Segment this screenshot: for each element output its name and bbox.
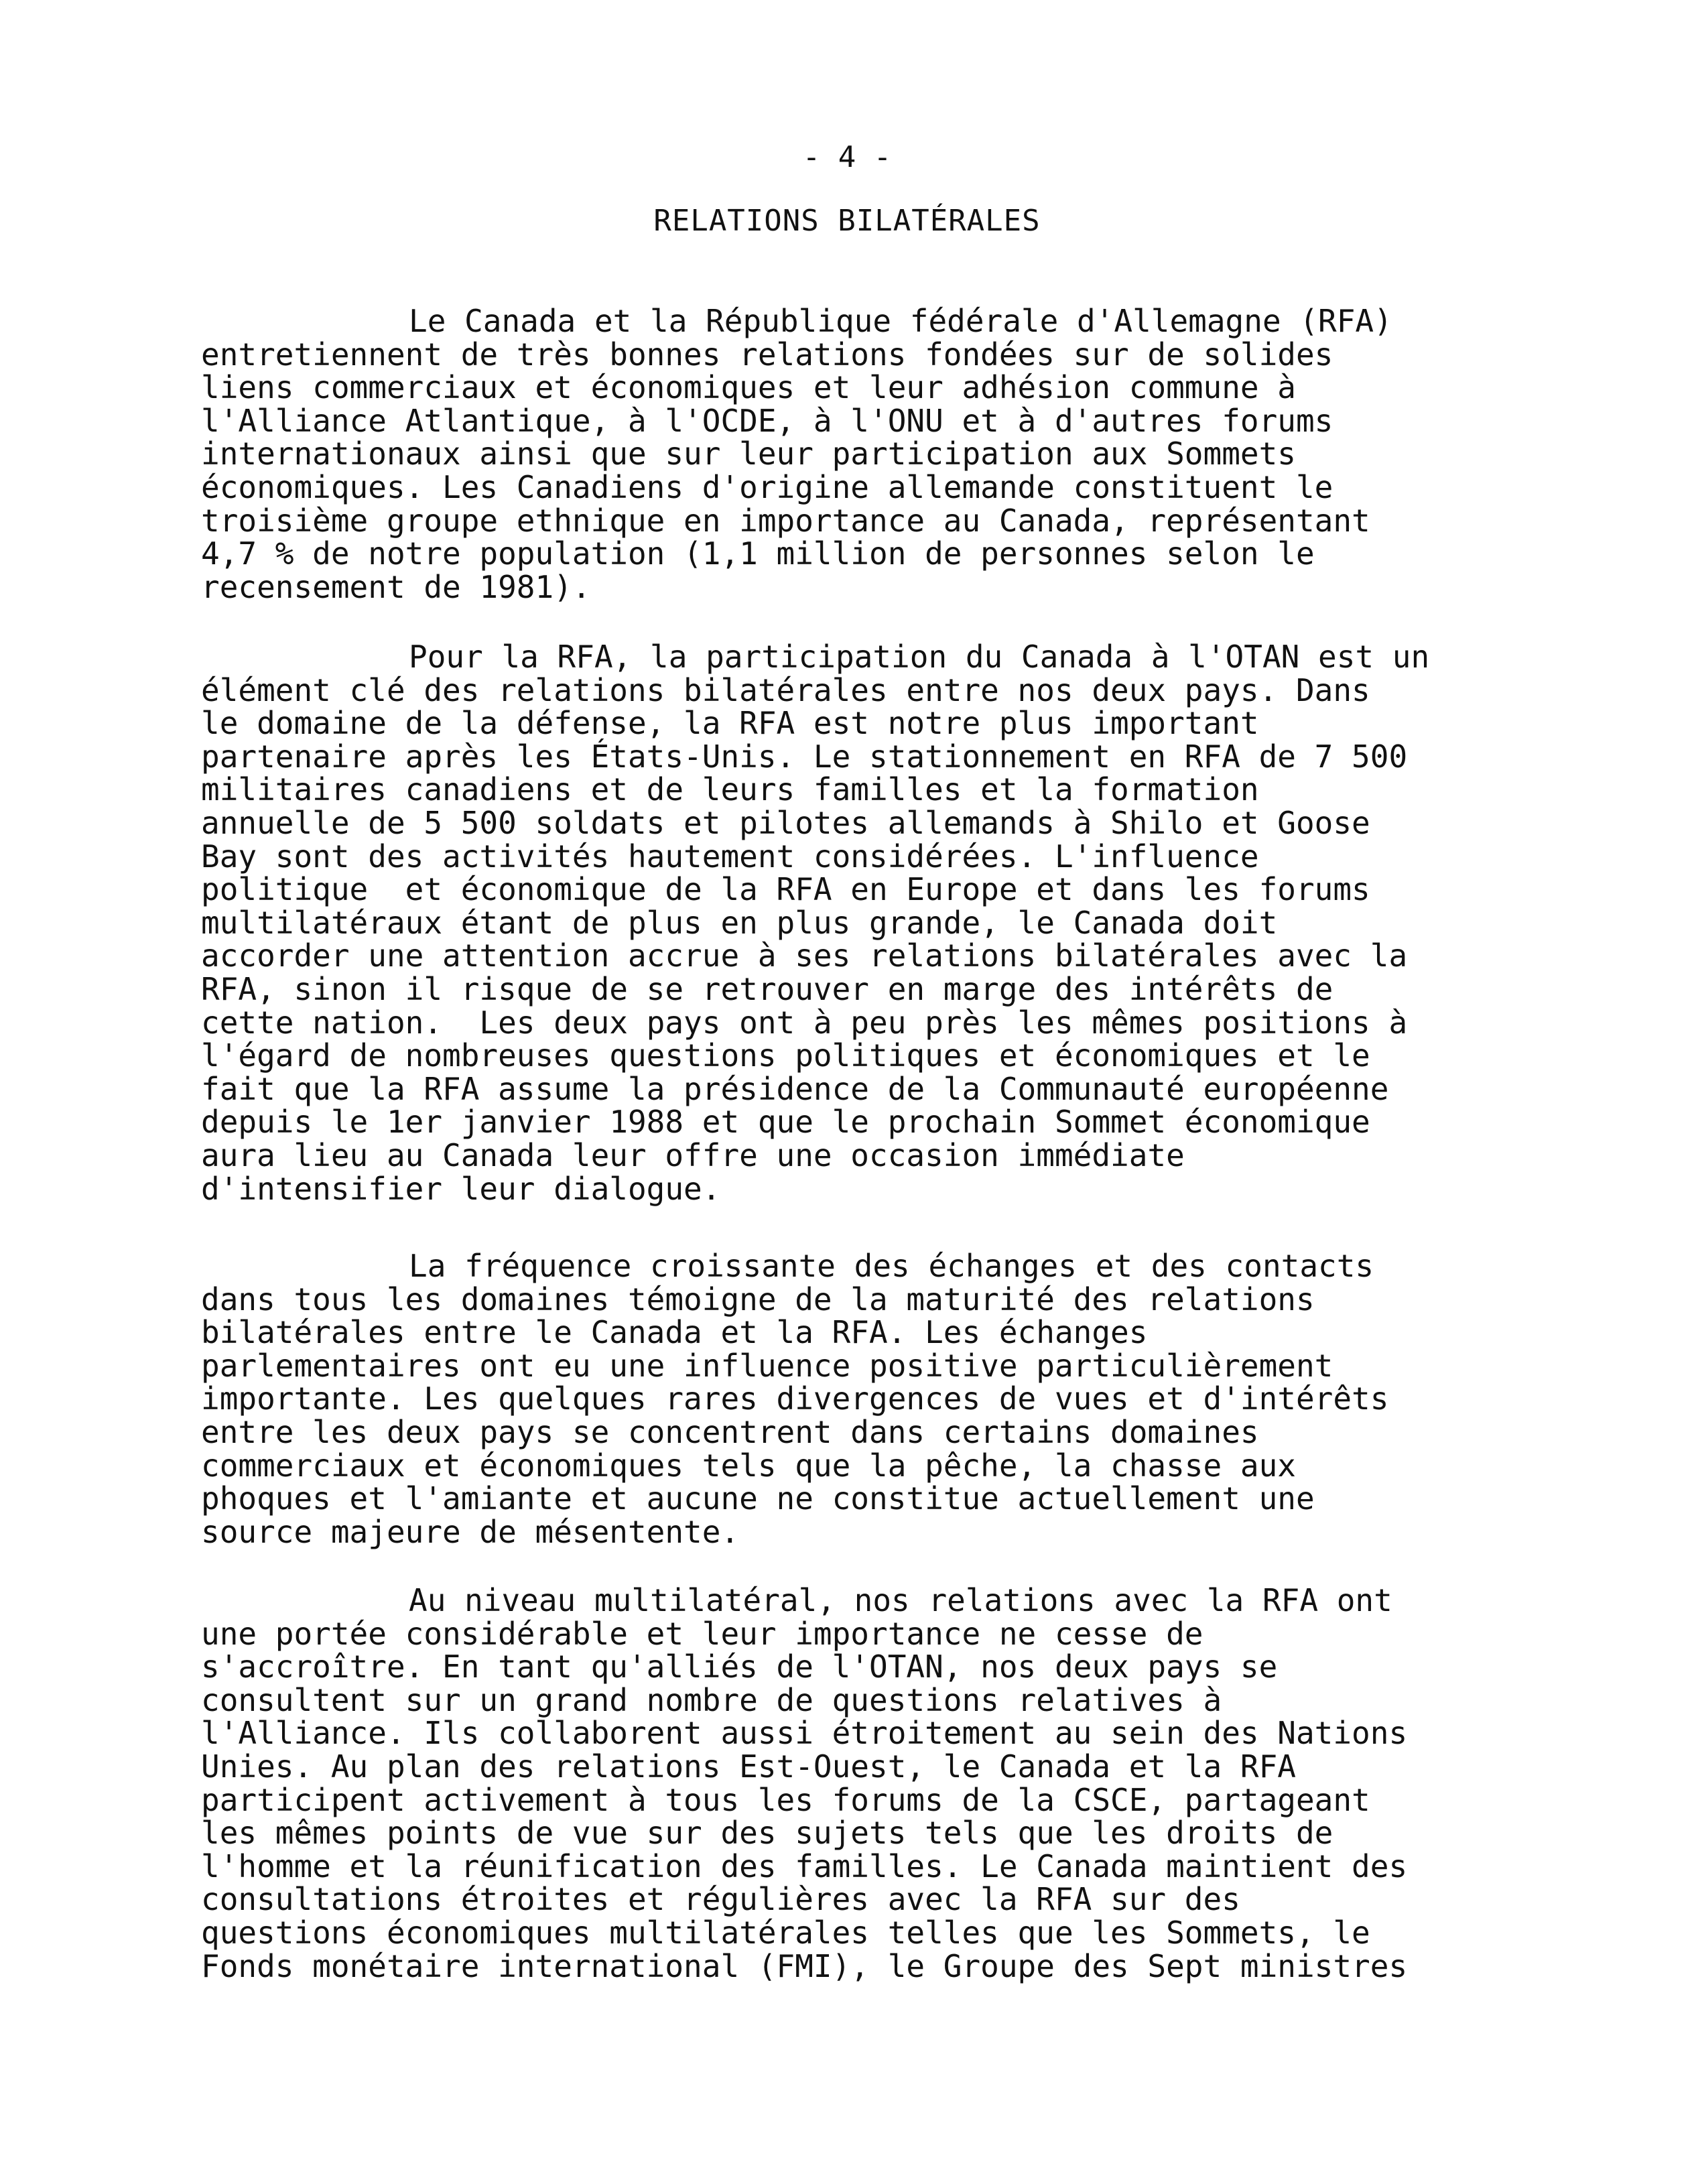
paragraph-line: entre les deux pays se concentrent dans certains domaines [201, 1413, 1259, 1450]
paragraph-line: depuis le 1er janvier 1988 et que le prochain Sommet économique [201, 1104, 1370, 1141]
paragraph-line: entretiennent de très bonnes relations fondées sur de solides [201, 336, 1333, 373]
paragraph-line: recensement de 1981). [201, 568, 591, 605]
paragraph-line: partenaire après les États-Unis. Le stationnement en RFA de 7 500 [201, 738, 1408, 775]
paragraph-line: cette nation. Les deux pays ont à peu près les mêmes positions à [201, 1004, 1408, 1041]
paragraph-line: économiques. Les Canadiens d'origine allemande constituent le [201, 468, 1333, 505]
paragraph-line: La fréquence croissante des échanges et des contacts [409, 1248, 1374, 1284]
paragraph-line: internationaux ainsi que sur leur participation aux Sommets [201, 436, 1296, 472]
paragraph-line: importante. Les quelques rares divergences de vues et d'intérêts [201, 1380, 1389, 1417]
paragraph-line: s'accroître. En tant qu'alliés de l'OTAN, nos deux pays se [201, 1649, 1278, 1685]
page-title: RELATIONS BILATÉRALES [653, 204, 1041, 238]
paragraph-line: l'égard de nombreuses questions politiques et économiques et le [201, 1037, 1370, 1074]
paragraph-line: Pour la RFA, la participation du Canada à l'OTAN est un [409, 639, 1430, 675]
paragraph-line: source majeure de mésentente. [201, 1513, 740, 1550]
paragraph-line: l'Alliance Atlantique, à l'OCDE, à l'ONU et à d'autres forums [201, 402, 1333, 439]
paragraph-line: questions économiques multilatérales telles que les Sommets, le [201, 1914, 1370, 1951]
paragraph-1 [201, 305, 1581, 604]
paragraph-line: troisième groupe ethnique en importance au Canada, représentant [201, 502, 1370, 539]
paragraph-line: militaires canadiens et de leurs familles et la formation [201, 771, 1259, 808]
paragraph-line: le domaine de la défense, la RFA est notre plus important [201, 705, 1259, 742]
paragraph-line: participent activement à tous les forums de la CSCE, partageant [201, 1781, 1370, 1818]
paragraph-line: élément clé des relations bilatérales entre nos deux pays. Dans [201, 671, 1370, 708]
paragraph-line: fait que la RFA assume la présidence de la Communauté européenne [201, 1070, 1389, 1107]
paragraph-line: parlementaires ont eu une influence positive particulièrement [201, 1347, 1333, 1384]
paragraph-line: phoques et l'amiante et aucune ne constitue actuellement une [201, 1480, 1315, 1517]
paragraph-line: consultations étroites et régulières avec la RFA sur des [201, 1881, 1240, 1918]
paragraph-line: 4,7 % de notre population (1,1 million de personnes selon le [201, 535, 1315, 572]
paragraph-line: multilatéraux étant de plus en plus grande, le Canada doit [201, 904, 1278, 941]
paragraph-line: Fonds monétaire international (FMI), le Groupe des Sept ministres [201, 1947, 1408, 1984]
paragraph-line: Au niveau multilatéral, nos relations avec la RFA ont [409, 1582, 1392, 1618]
paragraph-line: l'Alliance. Ils collaborent aussi étroitement au sein des Nations [201, 1715, 1408, 1752]
paragraph-line: RFA, sinon il risque de se retrouver en marge des intérêts de [201, 970, 1333, 1007]
paragraph-3 [201, 1250, 1581, 1549]
paragraph-line: Unies. Au plan des relations Est-Ouest, le Canada et la RFA [201, 1748, 1296, 1785]
paragraph-line: commerciaux et économiques tels que la pêche, la chasse aux [201, 1447, 1296, 1484]
paragraph-line: consultent sur un grand nombre de questions relatives à [201, 1681, 1222, 1718]
paragraph-line: Bay sont des activités hautement considérées. L'influence [201, 838, 1259, 875]
paragraph-line: politique et économique de la RFA en Europe et dans les forums [201, 871, 1370, 908]
paragraph-4 [201, 1584, 1581, 1983]
paragraph-2 [201, 641, 1581, 1206]
paragraph-line: liens commerciaux et économiques et leur adhésion commune à [201, 369, 1296, 406]
paragraph-line: Le Canada et la République fédérale d'Allemagne (RFA) [409, 303, 1392, 339]
paragraph-line: bilatérales entre le Canada et la RFA. Les échanges [201, 1314, 1148, 1351]
paragraph-line: une portée considérable et leur importance ne cesse de [201, 1615, 1203, 1652]
paragraph-line: l'homme et la réunification des familles. Le Canada maintient des [201, 1848, 1408, 1884]
paragraph-line: aura lieu au Canada leur offre une occasion immédiate [201, 1137, 1185, 1173]
paragraph-line: annuelle de 5 500 soldats et pilotes allemands à Shilo et Goose [201, 804, 1370, 841]
paragraph-line: dans tous les domaines témoigne de la maturité des relations [201, 1281, 1315, 1318]
paragraph-line: les mêmes points de vue sur des sujets tels que les droits de [201, 1815, 1333, 1852]
paragraph-line: d'intensifier leur dialogue. [201, 1170, 721, 1207]
page-number: - 4 - [802, 140, 892, 174]
paragraph-line: accorder une attention accrue à ses relations bilatérales avec la [201, 938, 1408, 974]
